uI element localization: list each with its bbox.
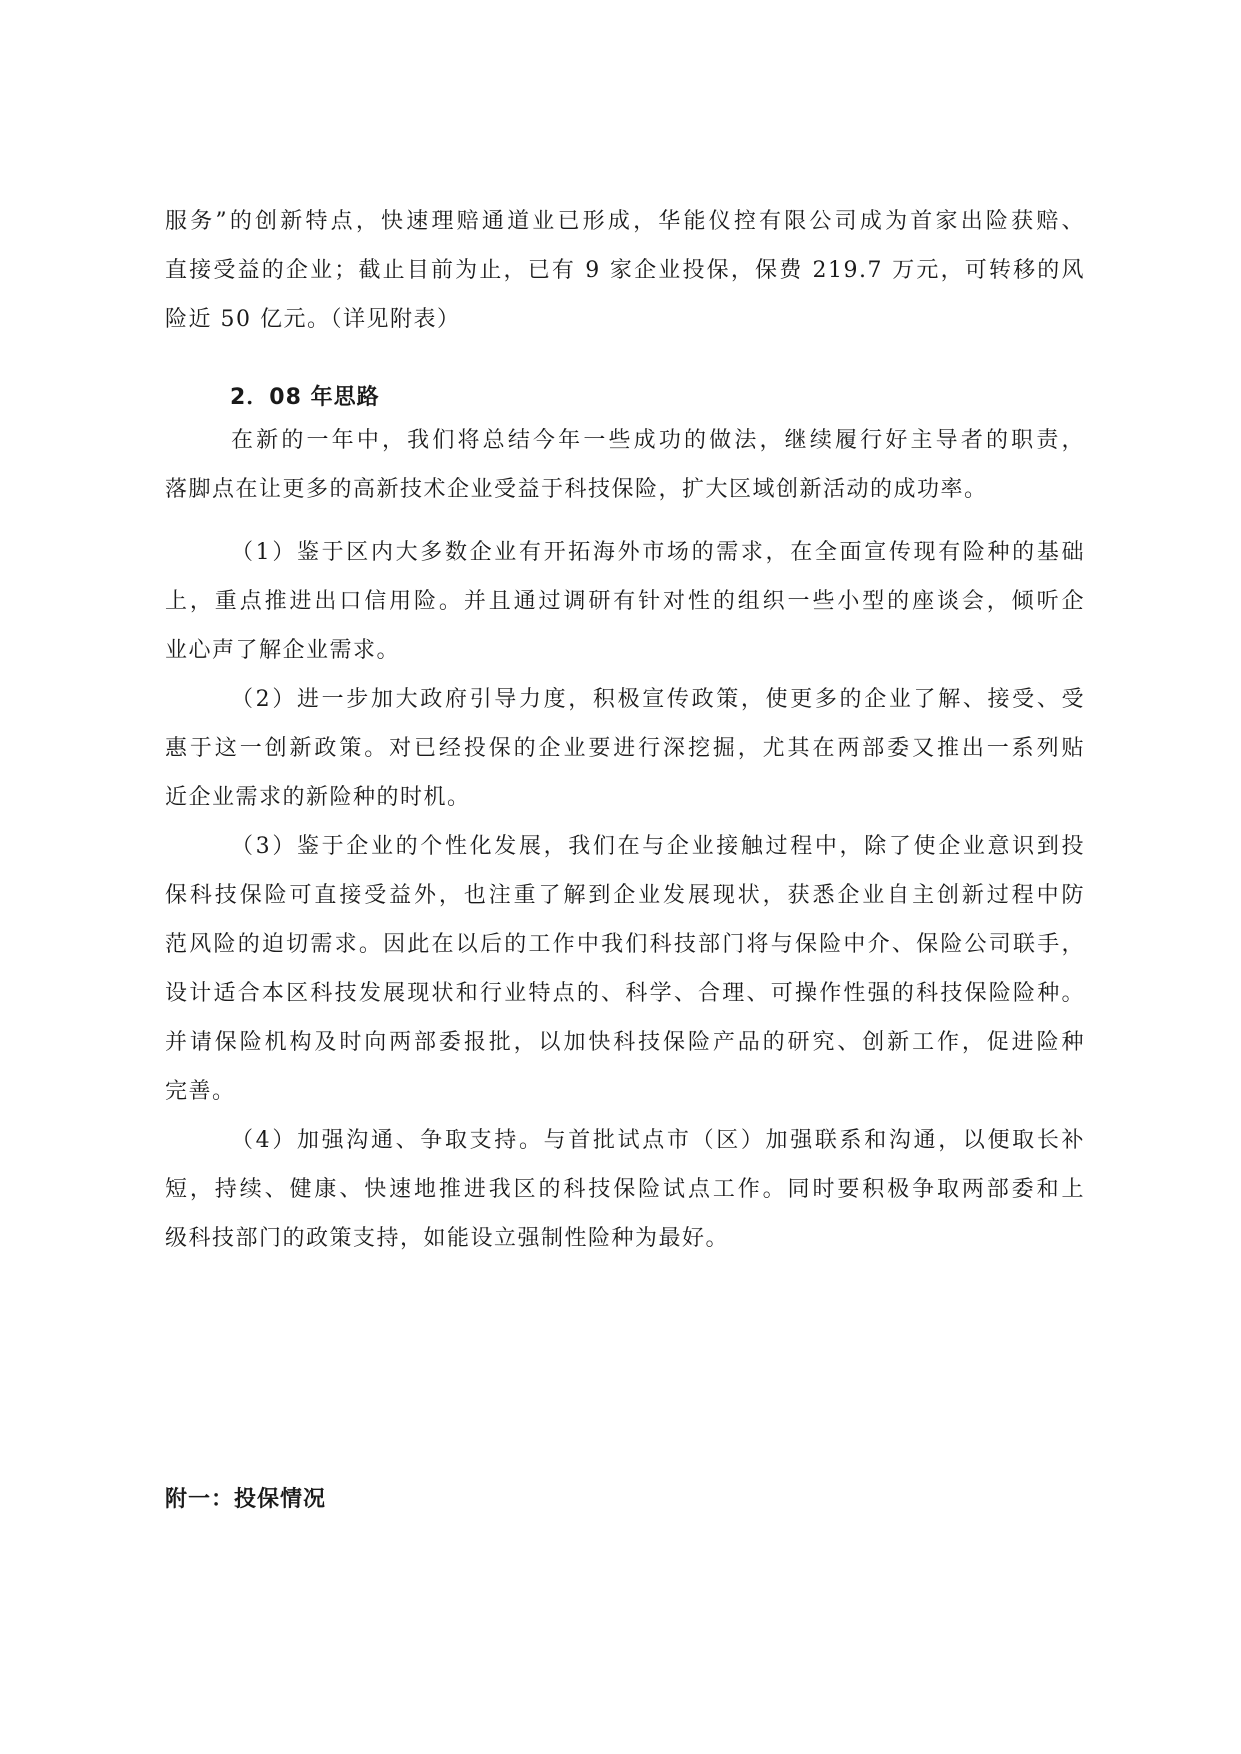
item-line: 保科技保险可直接受益外，也注重了解到企业发展现状，获悉企业自主创新过程中防: [165, 883, 1085, 908]
item-line: 惠于这一创新政策。对已经投保的企业要进行深挖掘，尤其在两部委又推出一系列贴: [165, 736, 1085, 761]
appendix-heading: 附一：投保情况: [165, 1487, 327, 1512]
item-line: 短，持续、健康、快速地推进我区的科技保险试点工作。同时要积极争取两部委和上: [165, 1177, 1085, 1202]
item-line: 上，重点推进出口信用险。并且通过调研有针对性的组织一些小型的座谈会，倾听企: [165, 589, 1085, 614]
item-line: （1）鉴于区内大多数企业有开拓海外市场的需求，在全面宣传现有险种的基础: [231, 540, 1085, 565]
intro-line: 险近 50 亿元。（详见附表）: [165, 307, 461, 332]
item-line: （4）加强沟通、争取支持。与首批试点市（区）加强联系和沟通，以便取长补: [231, 1128, 1085, 1153]
item-line: 并请保险机构及时向两部委报批，以加快科技保险产品的研究、创新工作，促进险种: [165, 1030, 1085, 1055]
item-line: 近企业需求的新险种的时机。: [165, 785, 471, 810]
item-line: 业心声了解企业需求。: [165, 638, 401, 663]
item-line: 级科技部门的政策支持，如能设立强制性险种为最好。: [165, 1226, 730, 1251]
list-item-4: [165, 1116, 1085, 1263]
list-item-3: [165, 822, 1085, 1116]
item-line: 范风险的迫切需求。因此在以后的工作中我们科技部门将与保险中介、保险公司联手，: [165, 932, 1085, 957]
intro-line: 直接受益的企业；截止目前为止，已有 9 家企业投保，保费 219.7 万元，可转移的风: [165, 258, 1085, 283]
item-line: （2）进一步加大政府引导力度，积极宣传政策，使更多的企业了解、接受、受: [231, 687, 1085, 712]
item-line: 设计适合本区科技发展现状和行业特点的、科学、合理、可操作性强的科技保险险种。: [165, 981, 1085, 1006]
lead-line: 在新的一年中，我们将总结今年一些成功的做法，继续履行好主导者的职责，: [231, 428, 1085, 453]
intro-line: 服务”的创新特点，快速理赔通道业已形成，华能仪控有限公司成为首家出险获赔、: [165, 209, 1085, 234]
intro-paragraph: [165, 197, 1085, 344]
list-item-2: [165, 675, 1085, 822]
section-heading: 2．08 年思路: [230, 385, 380, 410]
item-line: （3）鉴于企业的个性化发展，我们在与企业接触过程中，除了使企业意识到投: [231, 834, 1085, 859]
list-item-1: [165, 528, 1085, 675]
item-line: 完善。: [165, 1079, 236, 1104]
lead-line: 落脚点在让更多的高新技术企业受益于科技保险，扩大区域创新活动的成功率。: [165, 477, 988, 502]
lead-paragraph: [165, 416, 1085, 514]
